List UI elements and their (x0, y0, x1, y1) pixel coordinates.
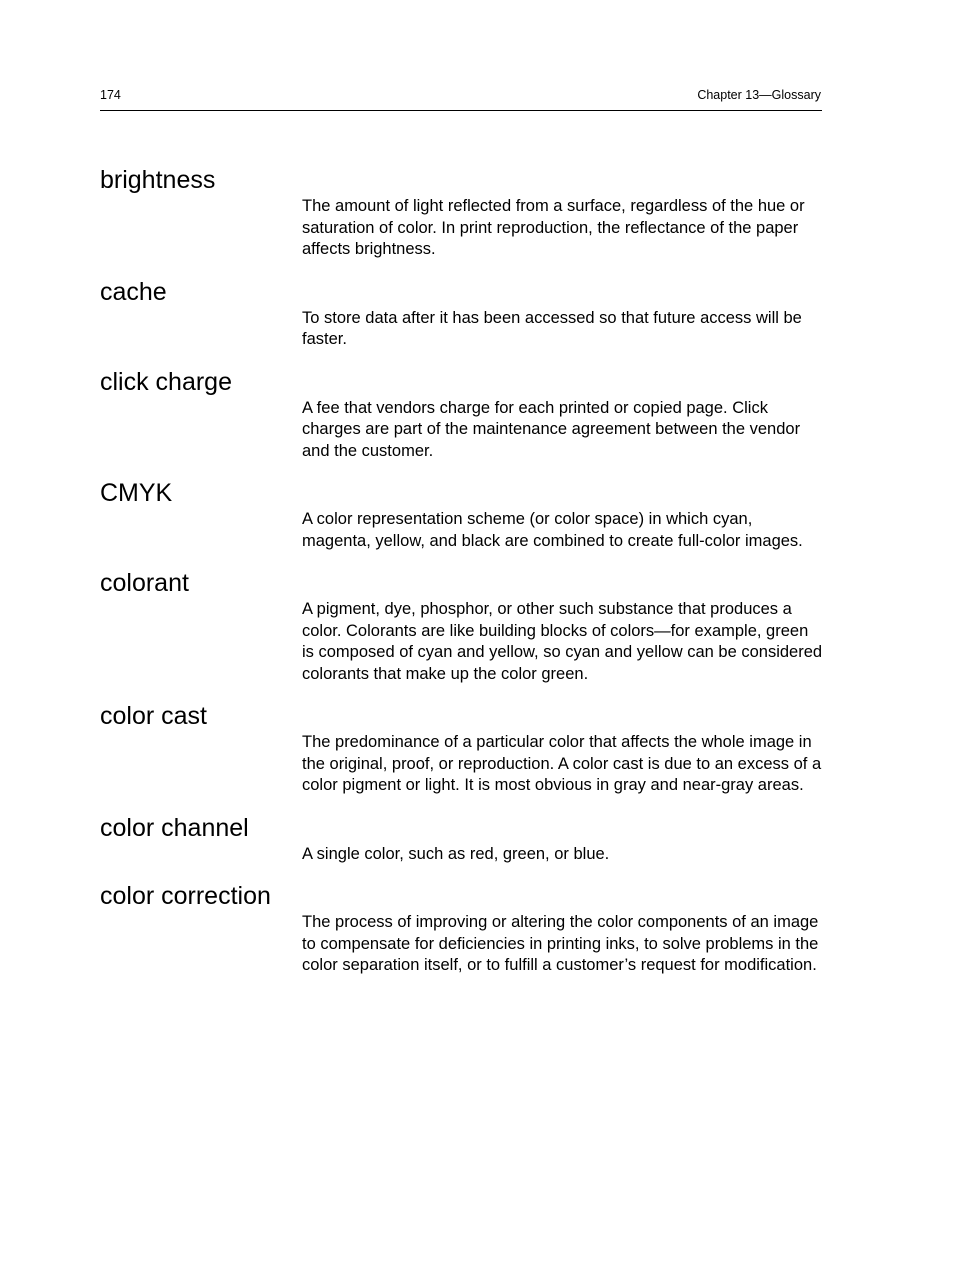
glossary-entry-color-cast (100, 700, 824, 797)
glossary-definition: A pigment, dye, phosphor, or other such substance that produces a color. Colorants are like building blocks of colors—for example, green is composed of cyan and yellow, so cyan and yellow can be considered colorants that make up the color green. (302, 600, 823, 683)
glossary-term: color correction (100, 882, 271, 910)
glossary-definition: The predominance of a particular color that affects the whole image in the original, proof, or reproduction. A color cast is due to an excess of a color pigment or light. It is most obvious in gray and near-gray areas. (302, 733, 822, 794)
glossary-entry-colorant (100, 567, 824, 685)
glossary-definition: A color representation scheme (or color space) in which cyan, magenta, yellow, and black are combined to create full-color images. (302, 510, 803, 550)
glossary-term: color cast (100, 702, 207, 730)
glossary-list (100, 164, 824, 992)
glossary-definition: A fee that vendors charge for each printed or copied page. Click charges are part of the maintenance agreement between the vendor and the customer. (302, 398, 801, 460)
glossary-term: brightness (100, 166, 216, 194)
page-number: 174 (100, 88, 121, 102)
glossary-term: cache (100, 277, 167, 306)
glossary-entry-brightness (100, 164, 824, 261)
glossary-definition: The amount of light reflected from a surface, regardless of the hue or saturation of color. In print reproduction, the reflectance of the paper affects brightness. (302, 197, 805, 258)
glossary-entry-cmyk (100, 477, 824, 552)
glossary-definition: The process of improving or altering the color components of an image to compensate for deficiencies in printing inks, to solve problems in the color separation itself, or to fulfill a customer’s request for modification. (302, 913, 819, 974)
glossary-definition: A single color, such as red, green, or blue. (302, 844, 610, 863)
glossary-term: color channel (100, 813, 249, 842)
chapter-title: Chapter 13—Glossary (697, 88, 821, 102)
glossary-entry-cache (100, 276, 824, 351)
glossary-entry-color-correction (100, 880, 824, 977)
glossary-term: CMYK (100, 479, 173, 507)
glossary-entry-color-channel (100, 812, 824, 866)
glossary-term: colorant (100, 569, 189, 597)
glossary-term: click charge (100, 367, 232, 396)
glossary-entry-click-charge (100, 366, 824, 463)
glossary-definition: To store data after it has been accessed so that future access will be faster. (302, 308, 802, 348)
page-header (100, 88, 822, 111)
